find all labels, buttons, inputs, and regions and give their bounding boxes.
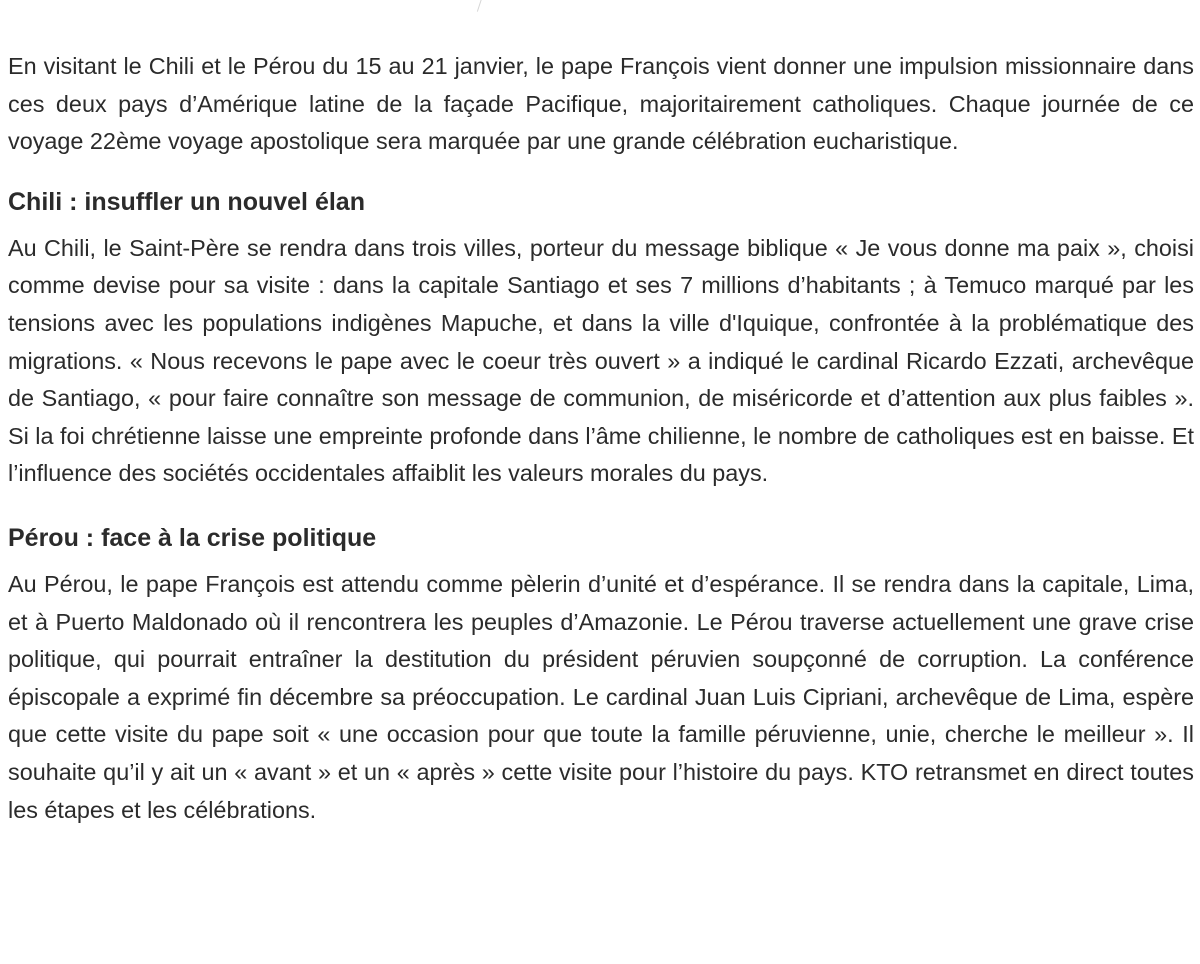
section-heading-perou: Pérou : face à la crise politique xyxy=(8,523,377,552)
top-edge-mark xyxy=(474,0,484,12)
article-body xyxy=(8,48,1194,829)
section-paragraph-chili: Au Chili, le Saint-Père se rendra dans trois villes, porteur du message biblique « Je vous donne ma paix », choisi comme devise pour sa visite : dans la capitale Santiago et ses 7 millions d’habitants ; à Temuco marqué par les tensions avec les populations indigènes Mapuche, et dans la ville d'Iquique, confrontée à la problématique des migrations. « Nous recevons le pape avec le coeur très ouvert » a indiqué le cardinal Ricardo Ezzati, archevêque de Santiago, « pour faire connaître son message de communion, de miséricorde et d’attention aux plus faibles ». Si la foi chrétienne laisse une empreinte profonde dans l’âme chilienne, le nombre de catholiques est en baisse. Et l’influence des sociétés occidentales affaiblit les valeurs morales du pays. xyxy=(8,234,1194,487)
section-paragraph-perou: Au Pérou, le pape François est attendu comme pèlerin d’unité et d’espérance. Il se rendra dans la capitale, Lima, et à Puerto Maldonado où il rencontrera les peuples d’Amazonie. Le Pérou traverse actuellement une grave crise politique, qui pourrait entraîner la destitution du président péruvien soupçonné de corruption. La conférence épiscopale a exprimé fin décembre sa préoccupation. Le cardinal Juan Luis Cipriani, archevêque de Lima, espère que cette visite du pape soit « une occasion pour que toute la famille péruvienne, unie, cherche le meilleur ». Il souhaite qu’il y ait un « avant » et un « après » cette visite pour l’histoire du pays. KTO retransmet en direct toutes les étapes et les célébrations. xyxy=(8,570,1194,823)
section-heading-chili: Chili : insuffler un nouvel élan xyxy=(8,187,365,216)
section-chili xyxy=(8,185,1194,493)
section-perou xyxy=(8,521,1194,829)
intro-paragraph: En visitant le Chili et le Pérou du 15 au 21 janvier, le pape François vient donner une impulsion missionnaire dans ces deux pays d’Amérique latine de la façade Pacifique, majoritairement catholiques. Chaque journée de ce voyage 22ème voyage apostolique sera marquée par une grande célébration eucharistique. xyxy=(8,53,1194,155)
